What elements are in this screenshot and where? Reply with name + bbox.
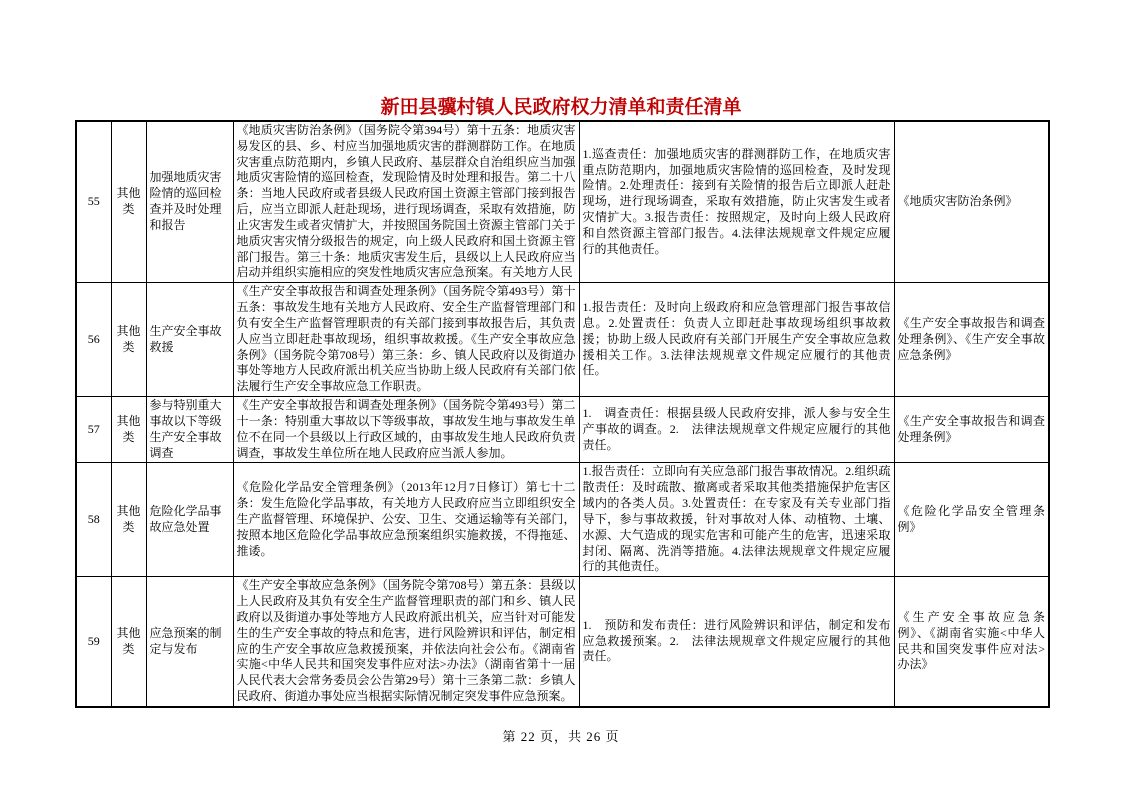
responsibility-cell: 1.巡查责任：加强地质灾害的群测群防工作，在地质灾害重点防范期内，加强地质灾害险情的巡回检查，及时发现险情。2.处理责任：接到有关险情的报告后立即派人赶赴现场，进行现场调查，采取有效措施，防止灾害发生或者灾情扩大。3.报告责任：按照规定，及时向上级人民政府和自然资源主管部门报告。4.法律法规规章文件规定应履行的其他责任。 (579, 121, 894, 283)
page-number: 第 22 页，共 26 页 (502, 729, 620, 744)
regulation-cell: 《危险化学品安全管理条例》 (894, 463, 1049, 577)
category-cell: 其他类 (111, 283, 146, 397)
table-row (76, 577, 1049, 707)
legal-basis-cell: 《生产安全事故应急条例》（国务院令第708号）第五条：县级以上人民政府及其负有安全生产监督管理职责的部门和乡、镇人民政府以及街道办事处等地方人民政府派出机关，应当针对可能发生的生产安全事故的特点和危害，进行风险辨识和评估，制定相应的生产安全事故应急救援预案，并依法向社会公布。《湖南省实施<中华人民共和国突发事件应对法>办法》（湖南省第十一届人民代表大会常务委员会公告第29号）第十三条第二款：乡镇人民政府、街道办事处应当根据实际情况制定突发事件应急预案。 (233, 577, 579, 707)
power-responsibility-table (75, 120, 1050, 708)
row-number-cell: 59 (76, 577, 111, 707)
row-number-cell: 55 (76, 121, 111, 283)
table-row (76, 397, 1049, 463)
regulation-cell: 《生产安全事故应急条例》、《湖南省实施<中华人民共和国突发事件应对法>办法》 (894, 577, 1049, 707)
item-name-cell: 应急预案的制定与发布 (146, 577, 233, 707)
item-name-cell: 生产安全事故救援 (146, 283, 233, 397)
item-name-cell: 加强地质灾害险情的巡回检查并及时处理和报告 (146, 121, 233, 283)
page-title: 新田县骥村镇人民政府权力清单和责任清单 (380, 97, 742, 118)
category-cell: 其他类 (111, 397, 146, 463)
row-number-cell: 56 (76, 283, 111, 397)
category-cell: 其他类 (111, 121, 146, 283)
item-name-cell: 参与特别重大事故以下等级生产安全事故调查 (146, 397, 233, 463)
table-row (76, 283, 1049, 397)
item-name-cell: 危险化学品事故应急处置 (146, 463, 233, 577)
responsibility-cell: 1. 预防和发布责任：进行风险辨识和评估，制定和发布应急救援预案。2. 法律法规规章文件规定应履行的其他责任。 (579, 577, 894, 707)
regulation-cell: 《地质灾害防治条例》 (894, 121, 1049, 283)
category-cell: 其他类 (111, 577, 146, 707)
responsibility-cell: 1.报告责任：及时向上级政府和应急管理部门报告事故信息。2.处置责任：负责人立即赶赴事故现场组织事故救援；协助上级人民政府有关部门开展生产安全事故应急救援相关工作。3.法律法规规章文件规定应履行的其他责任。 (579, 283, 894, 397)
legal-basis-cell: 《生产安全事故报告和调查处理条例》（国务院令第493号）第二十一条：特别重大事故以下等级事故，事故发生地与事故发生单位不在同一个县级以上行政区域的，由事故发生地人民政府负责调查，事故发生单位所在地人民政府应当派人参加。 (233, 397, 579, 463)
regulation-cell: 《生产安全事故报告和调查处理条例》、《生产安全事故应急条例》 (894, 283, 1049, 397)
legal-basis-cell: 《生产安全事故报告和调查处理条例》（国务院令第493号）第十五条：事故发生地有关地方人民政府、安全生产监督管理部门和负有安全生产监督管理职责的有关部门接到事故报告后，其负责人应当立即赶赴事故现场，组织事故救援。《生产安全事故应急条例》（国务院令第708号）第三条：乡、镇人民政府以及街道办事处等地方人民政府派出机关应当协助上级人民政府有关部门依法履行生产安全事故应急工作职责。 (233, 283, 579, 397)
table-row (76, 121, 1049, 283)
legal-basis-cell: 《地质灾害防治条例》（国务院令第394号）第十五条：地质灾害易发区的县、乡、村应当加强地质灾害的群测群防工作。在地质灾害重点防范期内，乡镇人民政府、基层群众自治组织应当加强地质灾害险情的巡回检查，发现险情及时处理和报告。第二十八条：当地人民政府或者县级人民政府国土资源主管部门接到报告后，应当立即派人赶赴现场，进行现场调查，采取有效措施，防止灾害发生或者灾情扩大，并按照国务院国土资源主管部门关于地质灾害灾情分级报告的规定，向上级人民政府和国土资源主管部门报告。第三十条：地质灾害发生后，县级以上人民政府应当启动并组织实施相应的突发性地质灾害应急预案。有关地方人民 (233, 121, 579, 283)
responsibility-cell: 1.报告责任：立即向有关应急部门报告事故情况。2.组织疏散责任：及时疏散、撤离或者采取其他类措施保护危害区域内的各类人员。3.处置责任：在专家及有关专业部门指导下，参与事故救援，针对事故对人体、动植物、土壤、水源、大气造成的现实危害和可能产生的危害，迅速采取封闭、隔离、洗消等措施。4.法律法规规章文件规定应履行的其他责任。 (579, 463, 894, 577)
legal-basis-cell: 《危险化学品安全管理条例》（2013年12月7日修订）第七十二条：发生危险化学品事故，有关地方人民政府应当立即组织安全生产监督管理、环境保护、公安、卫生、交通运输等有关部门，按照本地区危险化学品事故应急预案组织实施救援，不得拖延、推诿。 (233, 463, 579, 577)
row-number-cell: 58 (76, 463, 111, 577)
category-cell: 其他类 (111, 463, 146, 577)
responsibility-cell: 1. 调查责任：根据县级人民政府安排，派人参与安全生产事故的调查。2. 法律法规规章文件规定应履行的其他责任。 (579, 397, 894, 463)
row-number-cell: 57 (76, 397, 111, 463)
regulation-cell: 《生产安全事故报告和调查处理条例》 (894, 397, 1049, 463)
table-row (76, 463, 1049, 577)
